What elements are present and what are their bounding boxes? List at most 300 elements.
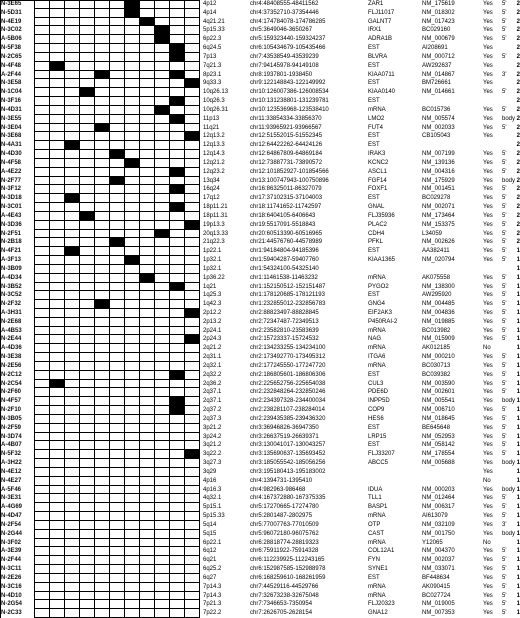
grid-cell-empty [110,53,125,62]
grid-cell-empty [170,521,185,530]
table-row [0,547,520,556]
gene-symbol: EST [368,424,380,431]
probe-id: N-3C11 [1,565,35,574]
cpg-island-flag: Yes [483,151,493,158]
frequency-count: 2 [516,106,520,113]
methylation-grid [35,256,200,265]
table-row [0,291,520,300]
grid-cell-empty [50,247,65,256]
grid-cell-empty [125,353,140,362]
grid-cell-empty [140,177,155,186]
grid-cell-empty [185,592,200,601]
chromosome-band: 4p16.3 [203,486,222,493]
grid-cell-empty [35,132,50,141]
grid-cell-empty [80,380,95,389]
grid-cell-empty [65,291,80,300]
grid-cell-empty [185,530,200,539]
grid-cell-empty [155,132,170,141]
grid-cell-empty [35,53,50,62]
gene-symbol: mRNA [368,327,386,334]
grid-cell-empty [170,62,185,71]
probe-id: N-2E44 [1,335,35,344]
grid-cell-empty [155,283,170,292]
grid-cell-empty [35,71,50,80]
methylation-grid [35,115,200,124]
grid-cell-empty [35,300,50,309]
grid-cell-empty [140,512,155,521]
probe-id: N-2E68 [1,318,35,327]
grid-cell-empty [110,26,125,35]
probe-id: N-4D10 [1,592,35,601]
frequency-count: 1 [516,380,520,387]
grid-cell-empty [50,115,65,124]
grid-cell-empty [110,274,125,283]
grid-cell-empty [50,309,65,318]
accession-number: BE645648 [422,424,451,431]
grid-cell-empty [170,132,185,141]
genomic-coordinates: chr4:982963-986468 [250,486,306,493]
grid-cell-empty [170,327,185,336]
cpg-island-flag: Yes [483,415,493,422]
cpg-island-flag: Yes [483,592,493,599]
grid-cell-empty [170,194,185,203]
accession-number: NM_002033 [422,124,455,131]
grid-cell-empty [155,459,170,468]
gene-symbol: FYN [368,557,380,564]
probe-id: A-4B07 [1,441,35,450]
grid-cell-empty [155,141,170,150]
methylation-grid [35,424,200,433]
grid-cell-empty [35,185,50,194]
grid-cell-empty [35,433,50,442]
grid-cell-empty [125,53,140,62]
grid-cell-empty [65,424,80,433]
grid-cell-empty [155,309,170,318]
grid-cell-empty [125,406,140,415]
grid-cell-empty [155,477,170,486]
grid-cell-empty [170,238,185,247]
accession-number: AI208691 [422,45,448,52]
probe-id: N-4F21 [1,247,35,256]
grid-cell-empty [65,35,80,44]
table-row [0,592,520,601]
grid-cell-empty [155,388,170,397]
grid-cell-empty [125,318,140,327]
frequency-count: 2 [516,159,520,166]
probe-id: A-3E39 [1,547,35,556]
grid-cell-empty [125,494,140,503]
probe-id: N-4F48 [1,62,35,71]
grid-cell-empty [140,494,155,503]
methylation-grid [35,212,200,221]
location-in-gene: 5' [502,557,507,564]
grid-cell-empty [65,221,80,230]
grid-cell-empty [50,415,65,424]
table-row [0,71,520,80]
grid-cell-empty [35,230,50,239]
grid-cell-empty [125,362,140,371]
frequency-count: 2 [516,212,520,219]
grid-cell-empty [110,194,125,203]
grid-cell-filled [185,79,200,88]
grid-cell-empty [80,247,95,256]
frequency-count: 1 [516,310,520,316]
gene-symbol: COL12A1 [368,548,395,555]
genomic-coordinates: chr2:177245550-177247720 [250,362,326,369]
grid-cell-empty [65,574,80,583]
grid-cell-empty [125,503,140,512]
grid-cell-filled [50,380,65,389]
grid-cell-empty [110,486,125,495]
grid-cell-empty [50,88,65,97]
grid-cell-empty [185,397,200,406]
chromosome-band: 12q13.2 [203,133,225,140]
accession-number: BC029160 [422,27,451,34]
location-in-gene: 3' [502,71,507,78]
grid-cell-empty [50,124,65,133]
grid-cell-empty [185,35,200,44]
frequency-count: 1 [516,327,520,334]
grid-cell-empty [185,406,200,415]
probe-id: N-4D30 [1,150,35,159]
grid-cell-empty [125,221,140,230]
grid-cell-empty [110,97,125,106]
table-row [0,283,520,292]
accession-number: BC013982 [422,327,451,334]
grid-cell-empty [185,44,200,53]
grid-cell-empty [110,79,125,88]
grid-cell-empty [185,371,200,380]
grid-cell-filled [110,150,125,159]
grid-cell-empty [125,468,140,477]
grid-cell-empty [185,62,200,71]
grid-cell-empty [35,327,50,336]
chromosome-band: 5p15.1 [203,504,222,511]
cpg-island-flag: Yes [483,36,493,43]
grid-cell-empty [35,44,50,53]
cpg-island-flag: Yes [483,468,493,475]
grid-cell-empty [50,291,65,300]
grid-cell-empty [155,71,170,80]
grid-cell-empty [80,35,95,44]
frequency-count: 2 [516,27,520,34]
probe-id: N-4E19 [1,18,35,27]
grid-cell-empty [80,256,95,265]
grid-cell-empty [140,318,155,327]
frequency-count: 1 [516,354,520,361]
cpg-island-flag: Yes [483,106,493,113]
chromosome-band: 6q21 [203,557,217,564]
probe-id: N-2F54 [1,521,35,530]
grid-cell-empty [125,283,140,292]
chromosome-band: 17q12 [203,195,220,202]
genomic-coordinates: chr6:112239925-112243165 [250,557,325,564]
table-row [0,9,520,18]
methylation-grid [35,309,200,318]
gene-symbol: mRNA [368,345,386,352]
gene-symbol: EST [368,195,380,202]
probe-id: N-4D47 [1,512,35,521]
genomic-coordinates: chr11:33854334-33856370 [250,115,322,122]
grid-cell-empty [65,309,80,318]
frequency-count: 1 [516,583,520,590]
grid-cell-empty [140,547,155,556]
grid-cell-empty [80,335,95,344]
chromosome-band: 3q27.3 [203,460,222,467]
frequency-count: 1 [516,265,520,272]
grid-cell-empty [185,283,200,292]
methylation-grid [35,79,200,88]
grid-cell-filled [185,309,200,318]
cpg-island-flag: Yes [483,318,493,325]
accession-number: NM_006710 [422,407,455,414]
grid-cell-filled [140,274,155,283]
cpg-island-flag: Yes [483,124,493,131]
genomic-coordinates: chr20:60513390-60516965 [250,230,323,237]
methylation-grid [35,521,200,530]
grid-cell-empty [65,433,80,442]
grid-cell-empty [185,468,200,477]
genomic-coordinates: chr1:11461538-11463232 [250,274,318,281]
probe-id: N-3F16 [1,97,35,106]
accession-number: NM_007353 [422,610,455,617]
grid-cell-empty [80,291,95,300]
grid-cell-empty [65,547,80,556]
chromosome-band: 7p13 [203,53,217,60]
gene-symbol: LRP15 [368,433,387,440]
grid-cell-empty [35,247,50,256]
grid-cell-empty [80,203,95,212]
grid-cell-empty [155,556,170,565]
grid-cell-empty [65,256,80,265]
grid-cell-empty [50,583,65,592]
methylation-grid [35,433,200,442]
grid-cell-empty [50,335,65,344]
grid-cell-empty [50,185,65,194]
methylation-grid [35,415,200,424]
genomic-coordinates: chr12:73887731-73890572 [250,159,323,166]
grid-cell-empty [140,441,155,450]
grid-cell-empty [80,0,95,9]
grid-cell-empty [185,362,200,371]
grid-cell-empty [35,397,50,406]
genomic-coordinates: chr12:64867809-64869184 [250,151,323,158]
grid-cell-empty [185,503,200,512]
probe-id: N-3E31 [1,494,35,503]
chromosome-band: 10q26.31 [203,106,229,113]
accession-number: NM_178554 [422,451,455,458]
grid-cell-empty [170,424,185,433]
grid-cell-empty [50,468,65,477]
accession-number [422,477,480,486]
grid-cell-empty [50,609,65,618]
gene-symbol: EST [368,45,380,52]
location-in-gene: 5' [502,442,507,449]
grid-cell-empty [65,397,80,406]
table-row [0,424,520,433]
grid-cell-empty [110,380,125,389]
frequency-count: 1 [516,274,520,281]
cpg-island-flag: Yes [483,521,493,528]
grid-cell-empty [80,327,95,336]
grid-cell-empty [140,53,155,62]
grid-cell-empty [140,141,155,150]
table-row [0,185,520,194]
grid-cell-empty [110,600,125,609]
chromosome-band: 7p21.3 [203,601,222,608]
genomic-coordinates: chr9:122148843-122149992 [250,80,326,87]
chromosome-band: 5q15 [203,530,217,537]
grid-cell-empty [50,547,65,556]
methylation-grid [35,124,200,133]
grid-cell-empty [110,318,125,327]
location-in-gene: 5' [502,354,507,361]
frequency-count: 2 [516,36,520,43]
methylation-grid [35,247,200,256]
probe-id: A-4D36 [1,344,35,353]
grid-cell-empty [80,26,95,35]
frequency-count: 2 [516,133,520,140]
genomic-coordinates: chr2:72347487-72349513 [250,318,319,325]
accession-number: AW295920 [422,292,452,299]
probe-id: A-5B06 [1,35,35,44]
grid-cell-empty [110,441,125,450]
accession-number: NM_003590 [422,380,455,387]
table-row [0,256,520,265]
cpg-island-flag: No [483,477,491,484]
grid-cell-empty [65,26,80,35]
table-row [0,539,520,548]
grid-cell-empty [65,88,80,97]
grid-cell-empty [140,71,155,80]
frequency-count: 2 [516,18,520,25]
grid-cell-empty [80,238,95,247]
frequency-count: 1 [516,468,520,475]
cpg-island-flag: Yes [483,407,493,414]
grid-cell-empty [125,230,140,239]
location-in-gene: body [502,486,516,493]
grid-cell-empty [185,238,200,247]
chromosome-band: 5q14 [203,521,217,528]
grid-cell-empty [125,265,140,274]
frequency-count: 2 [516,239,520,246]
grid-cell-empty [185,565,200,574]
grid-cell-empty [185,168,200,177]
gene-symbol: FLJ11017 [368,9,395,16]
grid-cell-empty [140,115,155,124]
cpg-island-flag: Yes [483,195,493,202]
grid-cell-empty [170,556,185,565]
probe-id: N-2F10 [1,406,35,415]
grid-cell-empty [140,477,155,486]
grid-cell-empty [125,26,140,35]
grid-cell-empty [170,0,185,9]
accession-number: NM_020794 [422,257,455,264]
grid-cell-empty [80,477,95,486]
grid-cell-empty [140,9,155,18]
cpg-island-flag: Yes [483,433,493,440]
grid-cell-empty [110,256,125,265]
grid-cell-empty [50,238,65,247]
grid-cell-empty [80,265,95,274]
cpg-island-flag: Yes [483,274,493,281]
table-row [0,450,520,459]
probe-id: N-3E55 [1,115,35,124]
grid-cell-empty [155,353,170,362]
grid-cell-empty [140,380,155,389]
grid-cell-empty [155,203,170,212]
grid-cell-empty [155,221,170,230]
grid-cell-empty [140,539,155,548]
accession-number: L34059 [422,230,443,237]
chromosome-band: 12q23.2 [203,168,225,175]
methylation-grid [35,291,200,300]
accession-number: NM_005541 [422,398,455,405]
grid-cell-empty [170,600,185,609]
probe-id: A-3H31 [1,309,35,318]
grid-cell-empty [65,512,80,521]
genomic-coordinates: chr7:94145978-94149108 [250,62,319,69]
grid-cell-filled [155,26,170,35]
grid-cell-filled [170,397,185,406]
location-in-gene: 5' [502,371,507,378]
grid-cell-empty [35,212,50,221]
grid-cell-empty [65,450,80,459]
accession-number: NM_173464 [422,212,455,219]
location-in-gene: 5' [502,53,507,60]
gene-symbol: PYGO2 [368,283,389,290]
genomic-coordinates: chr10:131238801-131239781 [250,98,329,105]
grid-cell-empty [65,565,80,574]
chromosome-band: 7p14.3 [203,592,222,599]
grid-cell-empty [155,539,170,548]
grid-cell-empty [110,221,125,230]
gene-symbol [368,477,420,486]
table-row [0,406,520,415]
cpg-island-flag: Yes [483,133,493,140]
table-row [0,221,520,230]
frequency-count: 2 [516,195,520,202]
grid-cell-empty [50,79,65,88]
grid-cell-empty [155,318,170,327]
grid-cell-empty [35,388,50,397]
grid-cell-empty [140,353,155,362]
grid-cell-empty [80,592,95,601]
grid-cell-empty [170,141,185,150]
grid-cell-empty [35,159,50,168]
grid-cell-empty [65,274,80,283]
grid-cell-empty [80,565,95,574]
grid-cell-empty [140,132,155,141]
methylation-grid [35,141,200,150]
grid-cell-empty [125,415,140,424]
grid-cell-empty [50,71,65,80]
grid-cell-empty [50,362,65,371]
grid-cell-empty [65,592,80,601]
grid-cell-empty [65,459,80,468]
grid-cell-empty [95,335,110,344]
grid-cell-empty [95,238,110,247]
grid-cell-empty [80,450,95,459]
grid-cell-empty [95,318,110,327]
location-in-gene: 5' [502,407,507,414]
grid-cell-empty [170,344,185,353]
grid-cell-empty [170,539,185,548]
gene-symbol: COP9 [368,407,385,414]
cpg-island-flag: Yes [483,71,493,78]
chromosome-band: 7q21.3 [203,62,222,69]
accession-number: NM_139136 [422,159,455,166]
